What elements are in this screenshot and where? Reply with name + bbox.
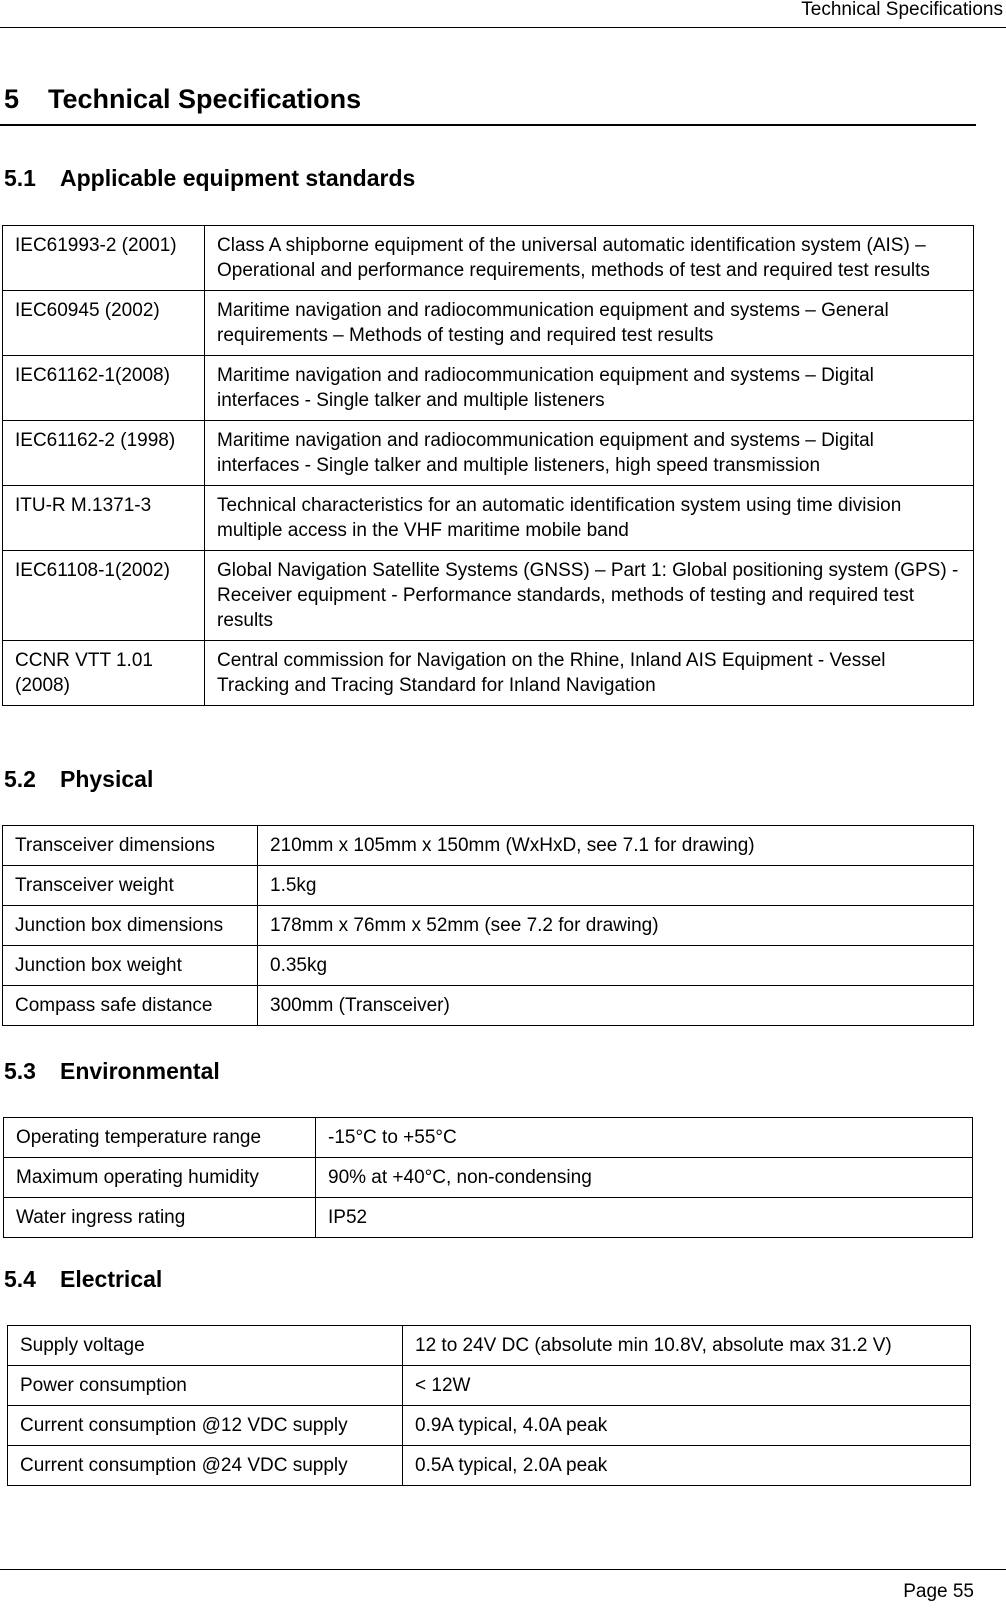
physical-row <box>3 946 974 986</box>
electrical-row <box>8 1326 971 1366</box>
electrical-value-cell: < 12W <box>403 1366 971 1406</box>
physical-value-cell: 0.35kg <box>258 946 974 986</box>
standards-value-cell: Maritime navigation and radiocommunication equipment and systems – Digital interfaces - Single talker and multiple listeners <box>205 356 974 421</box>
environmental-row <box>4 1118 973 1158</box>
physical-label-cell: Transceiver dimensions <box>3 826 258 866</box>
environmental-label-cell: Operating temperature range <box>4 1118 316 1158</box>
section-title-electrical <box>4 1266 162 1293</box>
physical-value-cell: 210mm x 105mm x 150mm (WxHxD, see 7.1 for drawing) <box>258 826 974 866</box>
physical-value-cell: 1.5kg <box>258 866 974 906</box>
standards-row <box>3 226 974 291</box>
section-title-text: Environmental <box>60 1058 220 1084</box>
section-title-physical <box>4 766 153 793</box>
standards-label-cell: IEC61993-2 (2001) <box>3 226 205 291</box>
chapter-title-text: Technical Specifications <box>48 84 362 114</box>
standards-row <box>3 641 974 706</box>
standards-label-cell: IEC60945 (2002) <box>3 291 205 356</box>
physical-value-cell: 178mm x 76mm x 52mm (see 7.2 for drawing) <box>258 906 974 946</box>
standards-label-cell: IEC61162-1(2008) <box>3 356 205 421</box>
standards-row <box>3 551 974 641</box>
standards-table <box>2 225 974 706</box>
electrical-value-cell: 12 to 24V DC (absolute min 10.8V, absolute max 31.2 V) <box>403 1326 971 1366</box>
section-number: 5.3 <box>4 1058 36 1084</box>
physical-label-cell: Transceiver weight <box>3 866 258 906</box>
electrical-row <box>8 1406 971 1446</box>
section-title-text: Applicable equipment standards <box>60 165 416 191</box>
standards-value-cell: Maritime navigation and radiocommunication equipment and systems – Digital interfaces - Single talker and multiple listeners, high speed transmission <box>205 421 974 486</box>
physical-row <box>3 906 974 946</box>
physical-table <box>2 825 974 1026</box>
standards-value-cell: Maritime navigation and radiocommunication equipment and systems – General requirements – Methods of testing and required test results <box>205 291 974 356</box>
electrical-row <box>8 1366 971 1406</box>
standards-value-cell: Central commission for Navigation on the Rhine, Inland AIS Equipment - Vessel Tracking and Tracing Standard for Inland Navigation <box>205 641 974 706</box>
environmental-label-cell: Water ingress rating <box>4 1198 316 1238</box>
environmental-row <box>4 1158 973 1198</box>
physical-label-cell: Junction box dimensions <box>3 906 258 946</box>
standards-label-cell: ITU-R M.1371-3 <box>3 486 205 551</box>
physical-value-cell: 300mm (Transceiver) <box>258 986 974 1026</box>
environmental-table <box>3 1117 973 1238</box>
chapter-title <box>0 84 976 126</box>
section-number: 5.4 <box>4 1266 36 1292</box>
physical-row <box>3 866 974 906</box>
environmental-value-cell: -15°C to +55°C <box>316 1118 973 1158</box>
standards-value-cell: Class A shipborne equipment of the universal automatic identification system (AIS) – Operational and performance requirements, methods of test and required test results <box>205 226 974 291</box>
standards-value-cell: Global Navigation Satellite Systems (GNSS) – Part 1: Global positioning system (GPS) - Receiver equipment - Performance standards, methods of testing and required test results <box>205 551 974 641</box>
electrical-value-cell: 0.5A typical, 2.0A peak <box>403 1446 971 1486</box>
section-title-text: Electrical <box>60 1266 163 1292</box>
electrical-table <box>7 1325 971 1486</box>
section-title-standards <box>4 165 415 192</box>
chapter-number: 5 <box>4 84 20 114</box>
environmental-value-cell: IP52 <box>316 1198 973 1238</box>
electrical-label-cell: Current consumption @12 VDC supply <box>8 1406 403 1446</box>
standards-row <box>3 356 974 421</box>
electrical-label-cell: Power consumption <box>8 1366 403 1406</box>
electrical-row <box>8 1446 971 1486</box>
physical-row <box>3 986 974 1026</box>
section-title-environmental <box>4 1058 220 1085</box>
running-header <box>0 0 1006 28</box>
physical-label-cell: Compass safe distance <box>3 986 258 1026</box>
standards-value-cell: Technical characteristics for an automatic identification system using time division multiple access in the VHF maritime mobile band <box>205 486 974 551</box>
standards-label-cell: IEC61108-1(2002) <box>3 551 205 641</box>
standards-row <box>3 291 974 356</box>
environmental-row <box>4 1198 973 1238</box>
page-number: Page 55 <box>903 1581 974 1602</box>
standards-label-cell: CCNR VTT 1.01 (2008) <box>3 641 205 706</box>
standards-label-cell: IEC61162-2 (1998) <box>3 421 205 486</box>
physical-label-cell: Junction box weight <box>3 946 258 986</box>
environmental-value-cell: 90% at +40°C, non-condensing <box>316 1158 973 1198</box>
running-footer <box>0 1569 1006 1617</box>
environmental-label-cell: Maximum operating humidity <box>4 1158 316 1198</box>
physical-row <box>3 826 974 866</box>
electrical-label-cell: Supply voltage <box>8 1326 403 1366</box>
electrical-label-cell: Current consumption @24 VDC supply <box>8 1446 403 1486</box>
standards-row <box>3 486 974 551</box>
section-title-text: Physical <box>60 766 154 792</box>
section-number: 5.2 <box>4 766 36 792</box>
running-header-title: Technical Specifications <box>801 0 1003 20</box>
section-number: 5.1 <box>4 165 36 191</box>
standards-row <box>3 421 974 486</box>
electrical-value-cell: 0.9A typical, 4.0A peak <box>403 1406 971 1446</box>
